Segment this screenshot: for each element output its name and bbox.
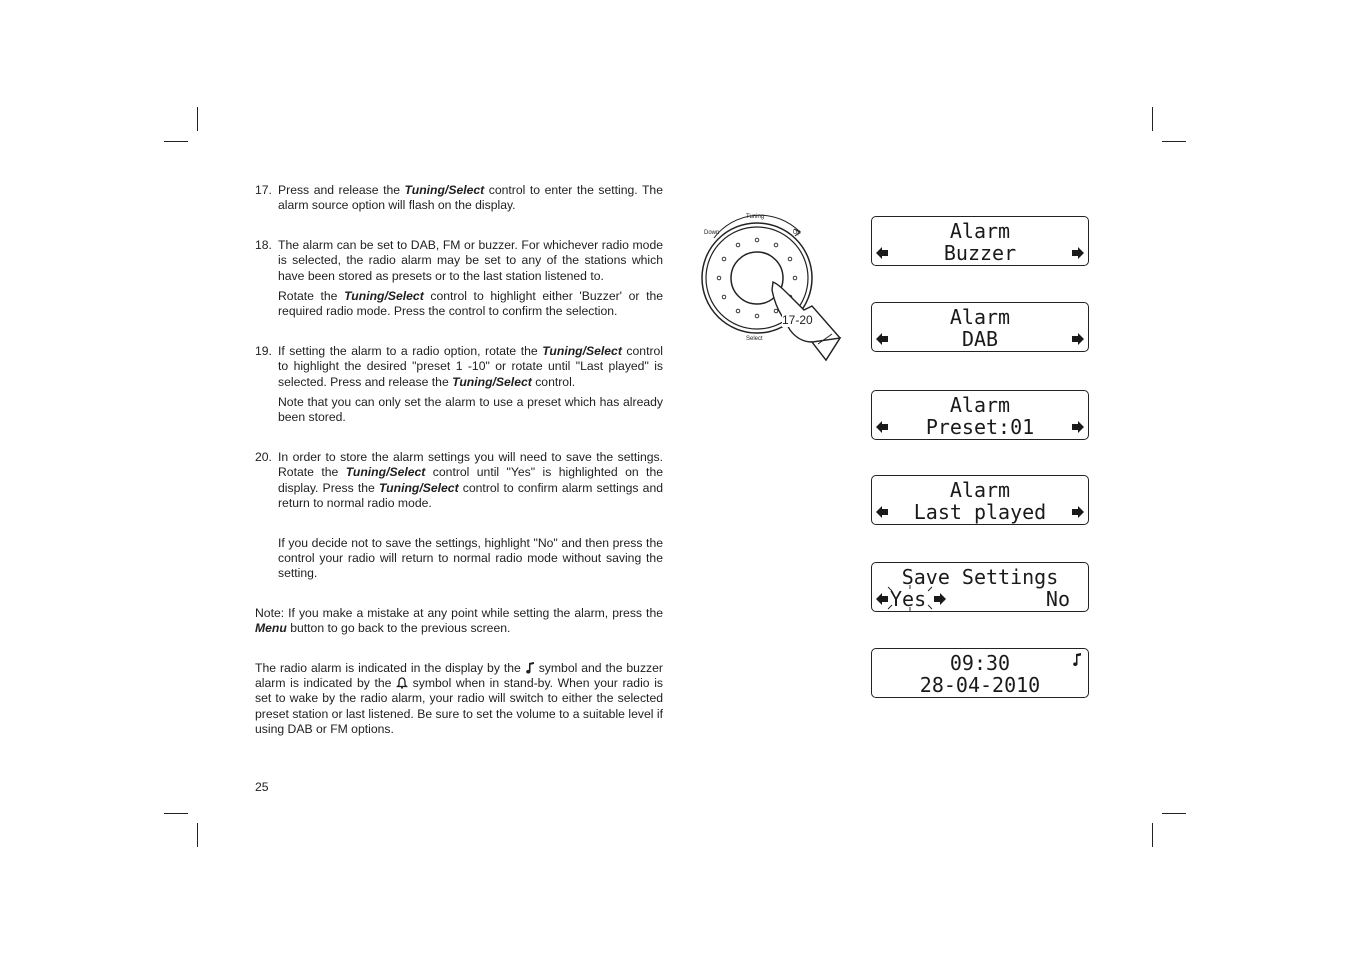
step-number: 19.: [255, 343, 272, 358]
music-note-icon: [1072, 653, 1082, 667]
lcd-display-buzzer: [871, 216, 1089, 266]
crop-mark: [1152, 107, 1153, 131]
lcd-line-1: Alarm: [949, 393, 1011, 417]
step-text: Press and release the Tuning/Select control to enter the setting. The alarm source option will flash on the display.: [278, 183, 663, 213]
step-number: 20.: [255, 449, 272, 464]
lcd-time: 09:30: [949, 651, 1011, 675]
lcd-option-no: No: [1045, 587, 1070, 611]
lcd-line-2: Last played: [913, 500, 1047, 524]
step-17: [255, 183, 663, 214]
crop-mark: [1162, 813, 1186, 814]
step-note: Note that you can only set the alarm to use a preset which has already been stored.: [278, 395, 663, 425]
arrow-right-icon: [1072, 247, 1084, 259]
tuning-dial-icon: [700, 212, 845, 362]
arrow-right-icon: [1072, 506, 1084, 518]
arrow-right-icon: [934, 593, 946, 605]
crop-mark: [197, 107, 198, 131]
lcd-date: 28-04-2010: [919, 673, 1041, 697]
dial-label-select: Select: [746, 336, 763, 342]
step-text: If you decide not to save the settings, highlight "No" and then press the control your radio will return to normal radio mode without saving the setting.: [278, 535, 663, 581]
step-19: [255, 344, 663, 426]
lcd-line-2: DAB: [961, 327, 999, 351]
lcd-line-2: Buzzer: [943, 241, 1017, 265]
crop-mark: [197, 823, 198, 847]
instructions-column: [255, 183, 663, 738]
bell-icon: [396, 677, 408, 689]
page-number: 25: [255, 780, 269, 794]
dial-label-down: Down: [704, 230, 720, 236]
lcd-line-1: Alarm: [949, 305, 1011, 329]
step-text: If setting the alarm to a radio option, rotate the Tuning/Select control to highlight the desired "preset 1 -10" or rotate until "Last played" is selected. Press and release the Tuning/Select control.: [278, 343, 664, 389]
step-20: [255, 450, 663, 582]
lcd-line-1: Save Settings: [901, 565, 1059, 589]
lcd-display-save-settings: [871, 562, 1089, 612]
step-text: In order to store the alarm settings you will need to save the settings. Rotate the Tuning/Select control until "Yes" is highlighted on the display. Press the Tuning/Select control to confirm alarm settings and return to normal radio mode.: [278, 449, 664, 511]
dial-label-up: Up: [793, 230, 801, 236]
lcd-display-preset: [871, 390, 1089, 440]
lcd-option-yes: Yes: [890, 587, 927, 611]
lcd-line-1: Alarm: [949, 478, 1011, 502]
crop-mark: [164, 141, 188, 142]
arrow-right-icon: [1072, 421, 1084, 433]
crop-mark: [1162, 141, 1186, 142]
dial-label-tuning: Tuning: [746, 214, 765, 220]
step-callout-label: 17-20: [782, 313, 813, 327]
step-text: The alarm can be set to DAB, FM or buzzer. For whichever radio mode is selected, the radio alarm may be set to any of the stations which have been stored as presets or to the last station listened to.: [278, 237, 663, 283]
step-text: Rotate the Tuning/Select control to highlight either 'Buzzer' or the required radio mode. Press the control to confirm the selection.: [278, 289, 664, 319]
lcd-display-standby-clock: [871, 648, 1089, 698]
step-number: 17.: [255, 183, 272, 197]
step-number: 18.: [255, 237, 272, 252]
crop-mark: [164, 813, 188, 814]
step-18: [255, 238, 663, 320]
mistake-note: Note: If you make a mistake at any point while setting the alarm, press the Menu button to go back to the previous screen.: [255, 605, 663, 636]
lcd-display-last-played: [871, 475, 1089, 525]
lcd-line-2: Preset:01: [925, 415, 1035, 439]
arrow-right-icon: [1072, 333, 1084, 345]
tuning-dial-illustration: [700, 212, 845, 362]
lcd-display-dab: [871, 302, 1089, 352]
crop-mark: [1152, 823, 1153, 847]
lcd-line-1: Alarm: [949, 219, 1011, 243]
music-note-icon: [525, 662, 535, 674]
alarm-symbols-paragraph: The radio alarm is indicated in the display by the symbol and the buzzer alarm is indicated by the symbol when in stand-by. When your radio is set to wake by the radio alarm, your radio will switch to either the selected preset station or last listened. Be sure to set the volume to a suitable level if using DAB or FM options.: [255, 660, 663, 737]
